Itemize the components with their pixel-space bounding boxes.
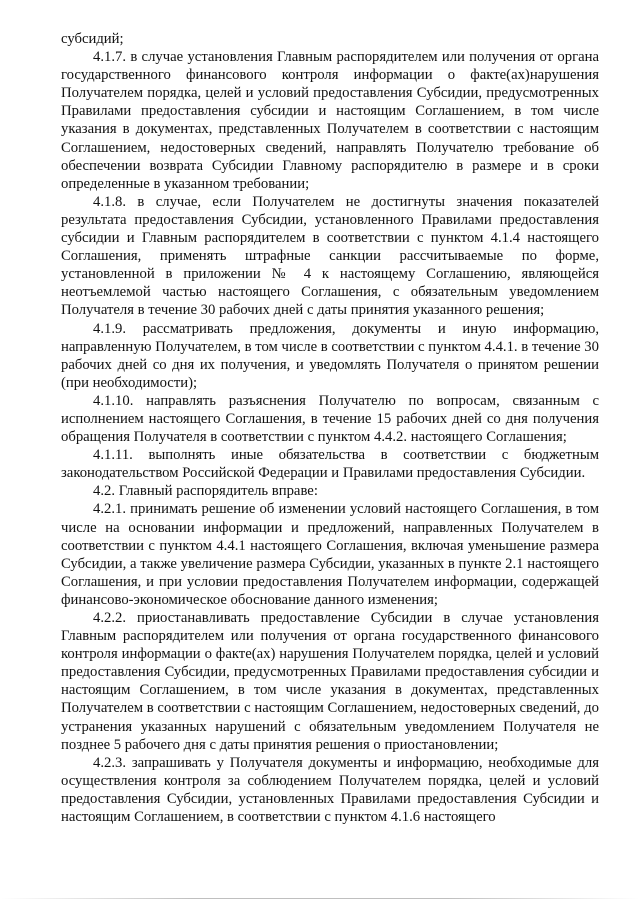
document-body (61, 30, 599, 826)
paragraph-4-1-7: 4.1.7. в случае установления Главным распорядителем или получения от органа государственного финансового контроля информации о факте(ах)нарушения Получателем порядка, целей и условий предоставления Субсидии, предусмотренных Правилами предоставления субсидии и настоящим Соглашением, в том числе указания в документах, представленных Получателем в соответствии с настоящим Соглашением, недостоверных сведений, направлять Получателю требование об обеспечении возврата Субсидии Главному распорядителю в размере и в сроки определенные в указанном требовании; (61, 49, 599, 192)
paragraph-4-2-1: 4.2.1. принимать решение об изменении условий настоящего Соглашения, в том числе на основании информации и предложений, направленных Получателем в соответствии с пунктом 4.4.1 настоящего Соглашения, включая уменьшение размера Субсидии, а также увеличение размера Субсидии, указанных в пункте 2.1 настоящего Соглашения, и при условии предоставления Получателем информации, содержащей финансово-экономическое обоснование данного изменения; (61, 501, 599, 608)
paragraph-4-1-9: 4.1.9. рассматривать предложения, документы и иную информацию, направленную Получателем, в том числе в соответствии с пунктом 4.4.1. в течение 30 рабочих дней со дня их получения, и уведомлять Получателя о принятом решении (при необходимости); (61, 320, 599, 391)
paragraph-continuation: субсидий; (61, 31, 124, 47)
paragraph-4-2-heading: 4.2. Главный распорядитель вправе: (93, 483, 318, 500)
scan-edge-line (0, 898, 640, 899)
paragraph-4-2-2: 4.2.2. приостанавливать предоставление Субсидии в случае установления Главным распорядителем или получения от органа государственного финансового контроля информации о факте(ах) нарушения Получателем порядка, целей и условий предоставления Субсидии, предусмотренных Правилами предоставления субсидии и настоящим Соглашением, в том числе указания в документах, представленных Получателем в соответствии с настоящим Соглашением, недостоверных сведений, до устранения указанных нарушений с обязательным уведомлением Получателя не позднее 5 рабочего дня с даты принятия решения о приостановлении; (61, 610, 599, 753)
paragraph-4-1-8: 4.1.8. в случае, если Получателем не достигнуты значения показателей результата предоставления Субсидии, установленного Правилами предоставления субсидии и Главным распорядителем в соответствии с пунктом 4.1.4 настоящего Соглашения, применять штрафные санкции рассчитываемые по форме, установленной в приложении № 4 к настоящему Соглашению, являющейся неотъемлемой частью настоящего Соглашения, с обязательным уведомлением Получателя в течение 30 рабочих дней с даты принятия указанного решения; (61, 193, 599, 319)
paragraph-4-2-3: 4.2.3. запрашивать у Получателя документы и информацию, необходимые для осуществления контроля за соблюдением Получателем порядка, целей и условий предоставления Субсидии, установленных Правилами предоставления Субсидии и настоящим Соглашением, в соответствии с пунктом 4.1.6 настоящего (61, 754, 599, 826)
paragraph-4-1-10: 4.1.10. направлять разъяснения Получателю по вопросам, связанным с исполнением настоящего Соглашения, в течение 15 рабочих дней со дня получения обращения Получателя в соответствии с пунктом 4.4.2. настоящего Соглашения; (61, 392, 599, 446)
paragraph-4-1-11: 4.1.11. выполнять иные обязательства в соответствии с бюджетным законодательством Российской Федерации и Правилами предоставления Субсидии. (61, 447, 599, 482)
